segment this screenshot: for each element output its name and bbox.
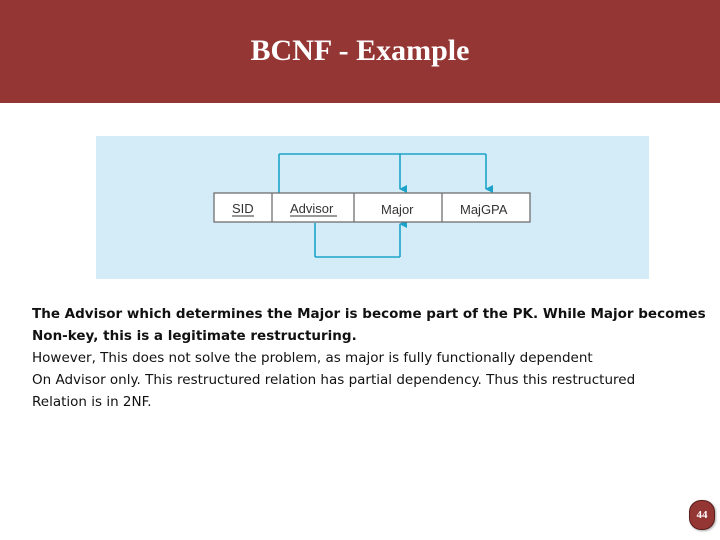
text-line-1: The Advisor which determines the Major is become part of the PK. While Major becomes: [32, 306, 706, 322]
text-line-5: Relation is in 2NF.: [32, 394, 152, 410]
text-line-4: On Advisor only. This restructured relation has partial dependency. Thus this restructured: [32, 372, 636, 388]
slide-title: BCNF - Example: [250, 33, 470, 67]
relation-box: [214, 193, 530, 222]
page-number-badge: 44: [689, 500, 715, 530]
attribute-major: Major: [381, 202, 414, 217]
dependency-diagram-svg: [96, 136, 649, 279]
attribute-sid: SID: [232, 201, 254, 216]
attribute-majgpa: MajGPA: [460, 202, 508, 217]
text-line-2: Non-key, this is a legitimate restructuring.: [32, 328, 357, 344]
dependency-diagram: [96, 136, 649, 279]
explanation-text: [32, 303, 712, 413]
title-bar: [0, 0, 720, 103]
pk-dependency-arrows: [279, 154, 486, 193]
attribute-advisor: Advisor: [290, 201, 334, 216]
text-line-3: However, This does not solve the problem, as major is fully functionally dependent: [32, 350, 593, 366]
advisor-dependency-arrow: [315, 223, 400, 257]
